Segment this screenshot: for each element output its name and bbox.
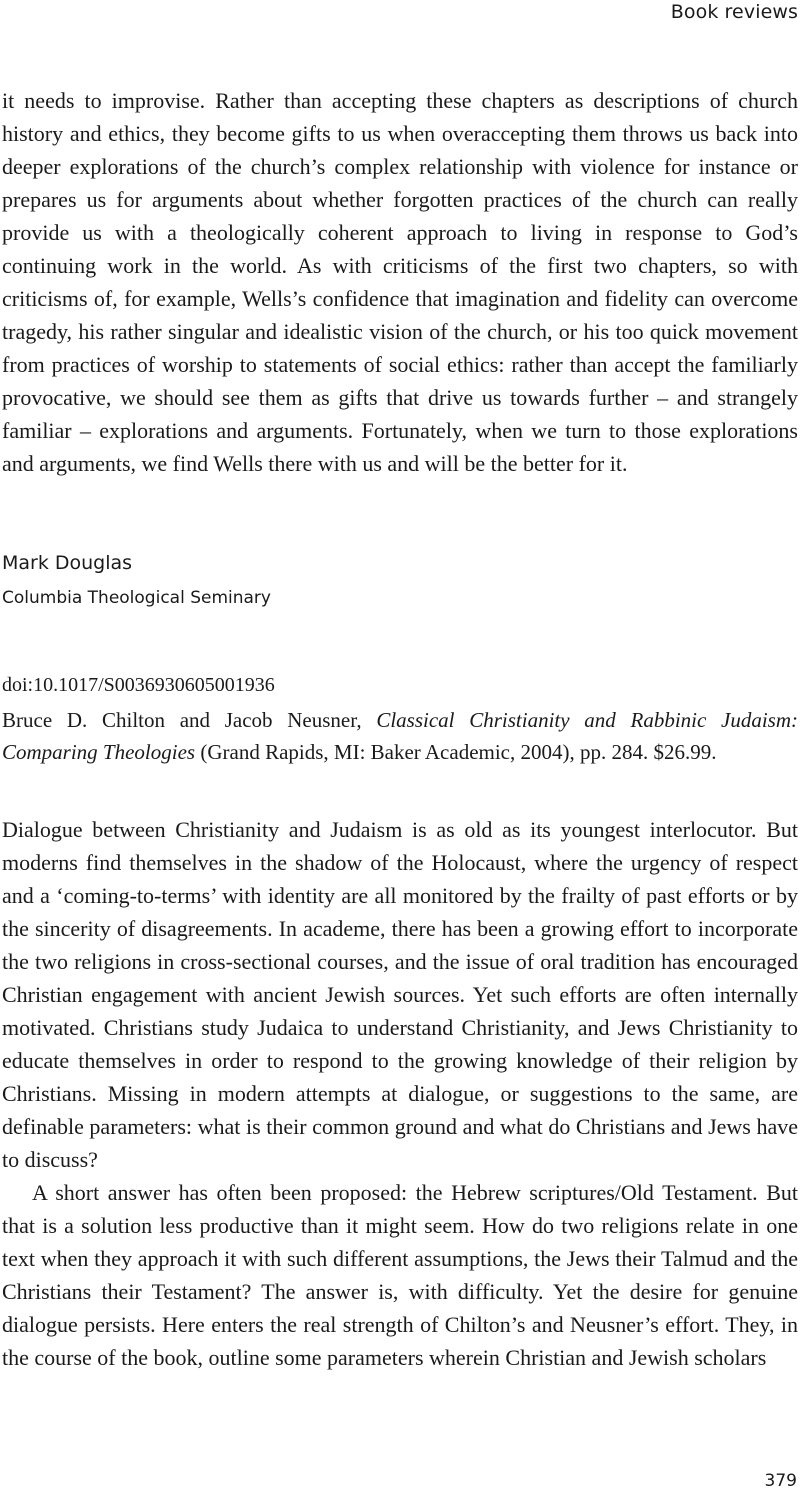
citation-paragraph [2, 704, 798, 768]
citation-authors: Bruce D. Chilton and Jacob Neusner, [2, 708, 377, 732]
doi-line: doi:10.1017/S0036930605001936 [2, 674, 275, 696]
review-one-paragraph: it needs to improvise. Rather than accepting these chapters as descriptions of church history and ethics, they become gifts to us when overaccepting them throws us back into deeper explorations of the church’s complex relationship with violence for instance or prepares us for arguments about whether forgotten practices of the church can really provide us with a theologically coherent approach to living in response to God’s continuing work in the world. As with criticisms of the first two chapters, so with criticisms of, for example, Wells’s confidence that imagination and fidelity can overcome tragedy, his rather singular and idealistic vision of the church, or his too quick movement from practices of worship to statements of social ethics: rather than accept the familiarly provocative, we should see them as gifts that drive us towards further – and strangely familiar – explorations and arguments. Fortunately, when we turn to those explorations and arguments, we find Wells there with us and will be the better for it. [2, 88, 798, 476]
review-one-body [2, 84, 798, 480]
review-two-paragraph-1: Dialogue between Christianity and Judaism is as old as its youngest interlocutor. But moderns find themselves in the shadow of the Holocaust, where the urgency of respect and a ‘coming-to-terms’ with identity are all monitored by the frailty of past efforts or by the sincerity of disagreements. In academe, there has been a growing effort to incorporate the two religions in cross-sectional courses, and the issue of oral tradition has encouraged Christian engagement with ancient Jewish sources. Yet such efforts are often internally motivated. Christians study Judaica to understand Christianity, and Jews Christianity to educate themselves in order to respond to the growing knowledge of their religion by Christians. Missing in modern attempts at dialogue, or suggestions to the same, are definable parameters: what is their common ground and what do Christians and Jews have to discuss? [2, 817, 798, 1172]
book-citation [2, 704, 798, 768]
citation-title: Classical Christianity and Rabbinic Judaism: Comparing Theologies [2, 708, 798, 764]
review-two-body [2, 813, 798, 1374]
page-number: 379 [764, 1471, 797, 1491]
citation-publication: (Grand Rapids, MI: Baker Academic, 2004), pp. 284. $26.99. [195, 740, 717, 764]
running-head: Book reviews [670, 1, 798, 23]
reviewer-name: Mark Douglas [2, 552, 133, 574]
review-two-paragraph-2: A short answer has often been proposed: the Hebrew scriptures/Old Testament. But that is a solution less productive than it might seem. How do two religions relate in one text when they approach it with such different assumptions, the Jews their Talmud and the Christians their Testament? The answer is, with difficulty. Yet the desire for genuine dialogue persists. Here enters the real strength of Chilton’s and Neusner’s effort. They, in the course of the book, outline some parameters wherein Christian and Jewish scholars [2, 1180, 798, 1370]
reviewer-institution: Columbia Theological Seminary [2, 588, 271, 608]
